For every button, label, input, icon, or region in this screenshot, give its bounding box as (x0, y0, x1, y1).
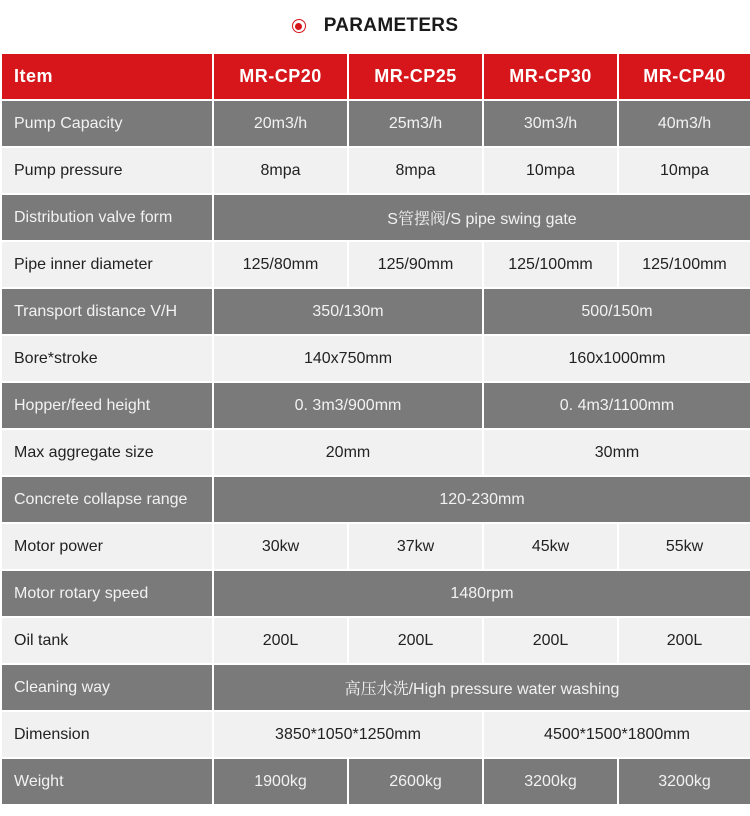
table-cell: 20mm (213, 429, 483, 476)
table-cell: 500/150m (483, 288, 750, 335)
row-label: Cleaning way (1, 664, 213, 711)
table-cell: 125/100mm (483, 241, 618, 288)
row-label: Hopper/feed height (1, 382, 213, 429)
table-cell: 2600kg (348, 758, 483, 805)
table-cell: 30kw (213, 523, 348, 570)
table-row (1, 758, 750, 805)
table-cell: 3200kg (618, 758, 750, 805)
table-cell: 200L (483, 617, 618, 664)
model-header: MR-CP30 (483, 53, 618, 100)
table-row (1, 194, 750, 241)
table-cell: 200L (213, 617, 348, 664)
table-row (1, 711, 750, 758)
target-bullet-icon (292, 19, 306, 33)
table-row (1, 523, 750, 570)
table-row (1, 147, 750, 194)
table-row (1, 617, 750, 664)
table-cell: 350/130m (213, 288, 483, 335)
table-cell: 140x750mm (213, 335, 483, 382)
table-row (1, 335, 750, 382)
table-cell: 120-230mm (213, 476, 750, 523)
table-cell: 30mm (483, 429, 750, 476)
table-cell: S管摆阀/S pipe swing gate (213, 194, 750, 241)
row-label: Concrete collapse range (1, 476, 213, 523)
table-cell: 55kw (618, 523, 750, 570)
table-cell: 3200kg (483, 758, 618, 805)
table-cell: 45kw (483, 523, 618, 570)
table-cell: 125/90mm (348, 241, 483, 288)
table-cell: 30m3/h (483, 100, 618, 147)
row-label: Transport distance V/H (1, 288, 213, 335)
table-header-row (1, 53, 750, 100)
model-header: MR-CP40 (618, 53, 750, 100)
row-label: Oil tank (1, 617, 213, 664)
table-row (1, 570, 750, 617)
table-row (1, 288, 750, 335)
model-header: MR-CP25 (348, 53, 483, 100)
table-cell: 160x1000mm (483, 335, 750, 382)
row-label: Motor power (1, 523, 213, 570)
row-label: Pump Capacity (1, 100, 213, 147)
table-cell: 200L (618, 617, 750, 664)
row-label: Max aggregate size (1, 429, 213, 476)
table-cell: 10mpa (483, 147, 618, 194)
table-cell: 37kw (348, 523, 483, 570)
row-label: Motor rotary speed (1, 570, 213, 617)
page-title: PARAMETERS (323, 15, 459, 36)
row-label: Weight (1, 758, 213, 805)
table-row (1, 429, 750, 476)
table-cell: 125/100mm (618, 241, 750, 288)
table-cell: 0. 3m3/900mm (213, 382, 483, 429)
table-row (1, 476, 750, 523)
table-cell: 200L (348, 617, 483, 664)
table-cell: 3850*1050*1250mm (213, 711, 483, 758)
table-cell: 40m3/h (618, 100, 750, 147)
item-header: Item (1, 53, 213, 100)
row-label: Pipe inner diameter (1, 241, 213, 288)
table-cell: 1480rpm (213, 570, 750, 617)
model-header: MR-CP20 (213, 53, 348, 100)
table-row (1, 664, 750, 711)
table-cell: 高压水洗/High pressure water washing (213, 664, 750, 711)
table-cell: 4500*1500*1800mm (483, 711, 750, 758)
table-cell: 8mpa (213, 147, 348, 194)
row-label: Bore*stroke (1, 335, 213, 382)
row-label: Dimension (1, 711, 213, 758)
table-cell: 10mpa (618, 147, 750, 194)
table-cell: 20m3/h (213, 100, 348, 147)
parameters-table (0, 52, 750, 806)
row-label: Distribution valve form (1, 194, 213, 241)
table-cell: 25m3/h (348, 100, 483, 147)
table-cell: 125/80mm (213, 241, 348, 288)
table-cell: 8mpa (348, 147, 483, 194)
table-row (1, 100, 750, 147)
title-bar (0, 0, 750, 52)
table-row (1, 241, 750, 288)
table-cell: 1900kg (213, 758, 348, 805)
row-label: Pump pressure (1, 147, 213, 194)
table-row (1, 382, 750, 429)
table-cell: 0. 4m3/1100mm (483, 382, 750, 429)
